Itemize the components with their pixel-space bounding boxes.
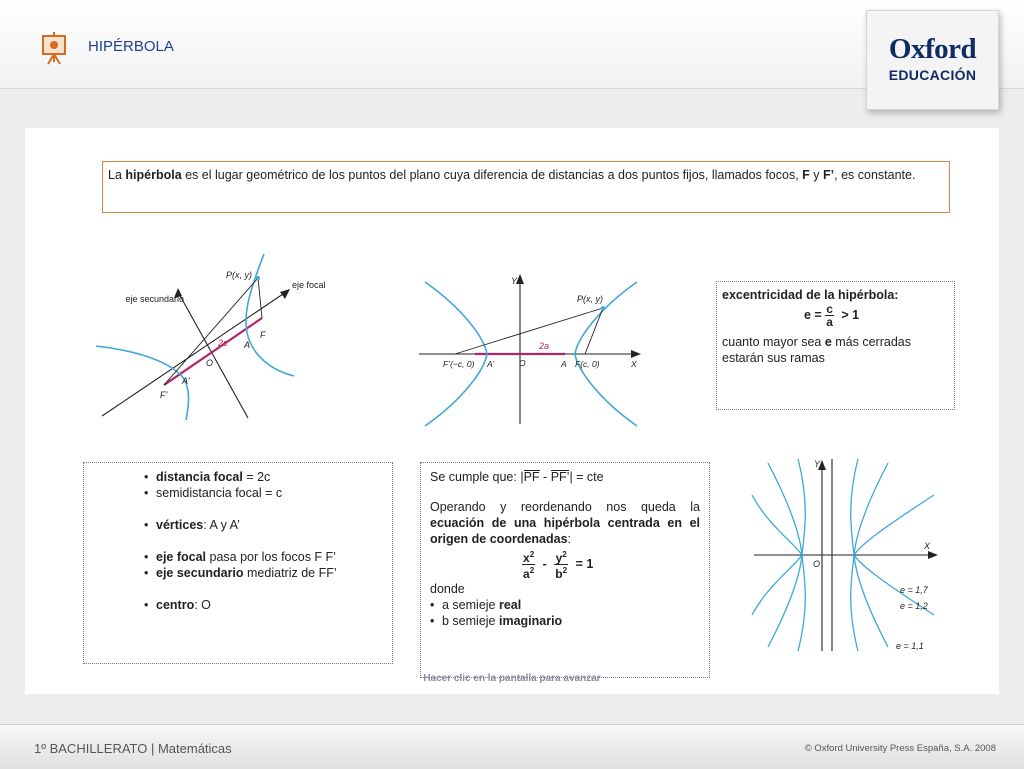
eccentricity-note (722, 334, 949, 366)
label-y3: Y (813, 459, 820, 469)
eq-b: b (555, 567, 563, 581)
eq-equals-one: = 1 (575, 556, 594, 571)
logo-oxford: Oxford (888, 33, 977, 65)
note-pre: cuanto mayor sea (722, 335, 825, 349)
label-e12: e = 1,2 (900, 601, 928, 611)
eq-y-exp: 2 (562, 550, 567, 559)
x2-over-a2 (522, 549, 535, 580)
label-a-prime: A’ (182, 376, 190, 386)
label-2c: 2c (218, 338, 228, 348)
def-term: hipérbola (125, 168, 182, 182)
definition-box (102, 161, 950, 213)
def-f: F (802, 168, 810, 182)
term-centro: centro (156, 598, 195, 612)
b-bold: imaginario (498, 614, 563, 628)
label-p2: P(x, y) (577, 294, 603, 304)
label-f-prime-coord: F’(−c, 0) (443, 359, 475, 369)
copyright: © Oxford University Press España, S.A. 2008 (804, 743, 996, 754)
gt-one: > 1 (841, 307, 860, 322)
val-eje-focal: pasa por los focos F F’ (206, 550, 336, 564)
list-item (144, 549, 392, 565)
def-f-prime: F’ (823, 168, 835, 182)
properties-list (144, 597, 392, 613)
pf-segment: PF (523, 470, 540, 484)
val-vertices: : A y A’ (203, 518, 240, 532)
list-item (430, 613, 700, 629)
label-a2: A (561, 359, 567, 369)
note-e: e (824, 335, 832, 349)
cumple-minus: - (539, 470, 551, 484)
properties-list (144, 549, 392, 581)
val-distancia-focal: = 2c (242, 470, 271, 484)
label-o2: O (519, 358, 526, 368)
list-item (144, 517, 392, 533)
def-prefix: La (108, 168, 126, 182)
eq-minus: - (542, 556, 547, 571)
label-o: O (206, 358, 214, 368)
semiejes-list (430, 597, 700, 629)
term-distancia-focal: distancia focal (156, 470, 243, 484)
label-eje-secundario: eje secundario (125, 294, 184, 304)
def-body: es el lugar geométrico de los puntos del plano cuya diferencia de distancias a dos puntos fijos, llamados focos, (181, 168, 803, 182)
def-end: , es constante. (834, 168, 916, 182)
e-equals: e = (804, 307, 822, 322)
eccentricity-box (716, 281, 955, 410)
label-x2: X (631, 359, 637, 369)
eccentricity-title: excentricidad de la hipérbola: (722, 288, 899, 302)
val-centro: : O (194, 598, 211, 612)
op-post: : (567, 532, 572, 546)
list-item (144, 485, 392, 501)
advance-hint: Hacer clic en la pantalla para avanzar (423, 673, 601, 684)
label-eje-focal: eje focal (292, 280, 326, 290)
term-eje-secundario: eje secundario (156, 566, 244, 580)
properties-list (144, 469, 392, 501)
label-o3: O (812, 559, 820, 569)
eq-b-exp: 2 (562, 566, 568, 575)
def-and: y (809, 168, 824, 182)
note-post: más cerradas estarán sus ramas (722, 335, 911, 365)
val-eje-secundario: mediatriz de FF’ (243, 566, 337, 580)
list-item (144, 597, 392, 613)
op-pre: Operando y reordenando nos queda la (430, 500, 700, 514)
donde-text: donde (430, 582, 465, 596)
presentation-board-icon (40, 30, 68, 66)
frac-num: c (826, 302, 833, 316)
val-semidistancia: semidistancia focal = c (156, 486, 283, 500)
label-a-prime2: A’ (487, 359, 495, 369)
term-eje-focal: eje focal (156, 550, 207, 564)
label-e17: e = 1,7 (900, 585, 928, 595)
hyperbola-axes-figure (90, 250, 340, 430)
eq-a-exp: 2 (529, 566, 535, 575)
oxford-logo (866, 10, 999, 110)
label-x3: X (924, 541, 931, 551)
equation-box (420, 462, 710, 678)
label-a: A (244, 340, 251, 350)
eq-x-exp: 2 (529, 550, 535, 559)
cumple-post: | = cte (569, 470, 604, 484)
label-f: F (260, 330, 266, 340)
hyperbola-foci-figure (415, 270, 650, 430)
logo-educacion: EDUCACIÓN (888, 67, 977, 83)
label-e11: e = 1,1 (896, 641, 924, 651)
cumple-pre: Se cumple que: | (430, 470, 524, 484)
cumple-line (430, 469, 700, 485)
a-bold: real (498, 598, 522, 612)
eq-y: y (555, 551, 563, 565)
page-title: HIPÉRBOLA (88, 38, 174, 55)
y2-over-b2 (554, 549, 568, 580)
eccentricity-family-figure (748, 455, 948, 655)
frac-den: a (826, 315, 833, 329)
operando-text (430, 499, 700, 547)
footer (0, 724, 1024, 769)
label-2a: 2a (539, 341, 550, 351)
eccentricity-formula (804, 303, 949, 328)
term-vertices: vértices (156, 518, 204, 532)
list-item (144, 469, 392, 485)
properties-list (144, 517, 392, 533)
b-pre: b semieje (442, 614, 499, 628)
course-label: 1º BACHILLERATO | Matemáticas (34, 741, 232, 756)
hyperbola-equation (522, 549, 700, 581)
label-f-coord: F(c, 0) (575, 359, 600, 369)
op-bold: ecuación de una hipérbola centrada en el origen de coordenadas (430, 516, 700, 546)
properties-box (83, 462, 393, 664)
label-f-prime: F’ (160, 390, 168, 400)
label-y: Y (510, 276, 517, 286)
list-item (430, 597, 700, 613)
pf-prime-segment: PF’ (550, 470, 570, 484)
a-pre: a semieje (442, 598, 499, 612)
eq-a: a (523, 567, 530, 581)
eq-x: x (523, 551, 530, 565)
list-item (144, 565, 392, 581)
label-p: P(x, y) (226, 270, 252, 280)
c-over-a-fraction (825, 303, 834, 328)
